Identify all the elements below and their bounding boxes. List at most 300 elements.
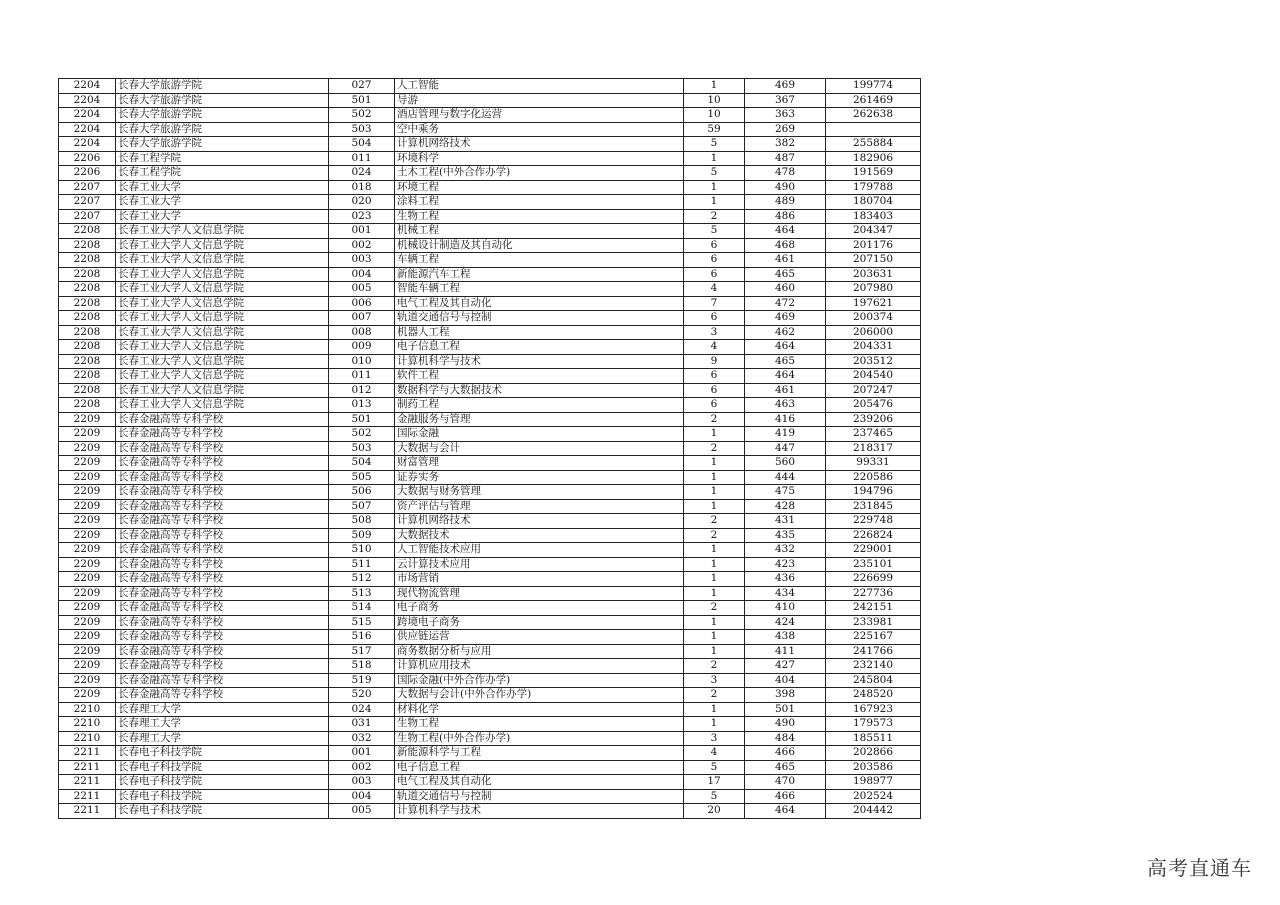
school-code-cell: 2204 [59,122,116,137]
min-score-cell: 435 [745,528,826,543]
plan-count-cell: 17 [684,775,745,790]
school-code-cell: 2209 [59,688,116,703]
min-rank-cell: 199774 [826,79,921,94]
table-row [59,804,921,819]
school-code-cell: 2209 [59,470,116,485]
plan-count-cell: 1 [684,470,745,485]
school-code-cell: 2209 [59,659,116,674]
table-row [59,296,921,311]
min-score-cell: 460 [745,282,826,297]
school-name-cell: 长春金融高等专科学校 [116,673,329,688]
table-row [59,166,921,181]
min-rank-cell: 200374 [826,311,921,326]
major-code-cell: 502 [329,427,395,442]
school-code-cell: 2208 [59,282,116,297]
school-name-cell: 长春工业大学人文信息学院 [116,398,329,413]
min-score-cell: 436 [745,572,826,587]
min-score-cell: 398 [745,688,826,703]
major-name-cell: 现代物流管理 [395,586,684,601]
plan-count-cell: 1 [684,456,745,471]
major-name-cell: 市场营销 [395,572,684,587]
school-code-cell: 2209 [59,557,116,572]
min-rank-cell: 233981 [826,615,921,630]
min-score-cell: 490 [745,717,826,732]
min-score-cell: 367 [745,93,826,108]
min-rank-cell: 180704 [826,195,921,210]
school-name-cell: 长春大学旅游学院 [116,93,329,108]
plan-count-cell: 1 [684,572,745,587]
school-code-cell: 2209 [59,572,116,587]
table-row [59,427,921,442]
min-score-cell: 382 [745,137,826,152]
major-code-cell: 032 [329,731,395,746]
major-name-cell: 机械工程 [395,224,684,239]
min-rank-cell: 231845 [826,499,921,514]
min-rank-cell: 226699 [826,572,921,587]
plan-count-cell: 1 [684,717,745,732]
major-name-cell: 生物工程 [395,717,684,732]
min-score-cell: 466 [745,789,826,804]
min-score-cell: 464 [745,804,826,819]
major-name-cell: 机器人工程 [395,325,684,340]
plan-count-cell: 3 [684,673,745,688]
school-name-cell: 长春电子科技学院 [116,760,329,775]
school-code-cell: 2206 [59,166,116,181]
major-code-cell: 501 [329,412,395,427]
min-rank-cell: 206000 [826,325,921,340]
major-code-cell: 002 [329,760,395,775]
major-name-cell: 大数据与会计 [395,441,684,456]
school-code-cell: 2209 [59,543,116,558]
table-row [59,267,921,282]
min-score-cell: 416 [745,412,826,427]
school-name-cell: 长春大学旅游学院 [116,122,329,137]
plan-count-cell: 5 [684,137,745,152]
table-row [59,673,921,688]
min-rank-cell: 167923 [826,702,921,717]
school-name-cell: 长春工业大学 [116,209,329,224]
school-name-cell: 长春理工大学 [116,702,329,717]
school-code-cell: 2208 [59,340,116,355]
table-row [59,456,921,471]
major-code-cell: 520 [329,688,395,703]
school-name-cell: 长春金融高等专科学校 [116,572,329,587]
min-score-cell: 478 [745,166,826,181]
major-code-cell: 515 [329,615,395,630]
major-name-cell: 证券实务 [395,470,684,485]
major-code-cell: 519 [329,673,395,688]
min-rank-cell: 197621 [826,296,921,311]
min-score-cell: 431 [745,514,826,529]
min-score-cell: 363 [745,108,826,123]
school-name-cell: 长春工业大学人文信息学院 [116,383,329,398]
major-name-cell: 计算机科学与技术 [395,804,684,819]
min-rank-cell: 204331 [826,340,921,355]
min-rank-cell: 204540 [826,369,921,384]
school-name-cell: 长春工程学院 [116,151,329,166]
min-rank-cell: 235101 [826,557,921,572]
school-code-cell: 2209 [59,615,116,630]
table-row [59,122,921,137]
min-score-cell: 428 [745,499,826,514]
major-code-cell: 503 [329,122,395,137]
min-rank-cell: 261469 [826,93,921,108]
school-name-cell: 长春金融高等专科学校 [116,499,329,514]
major-code-cell: 501 [329,93,395,108]
major-code-cell: 507 [329,499,395,514]
table-row [59,441,921,456]
plan-count-cell: 6 [684,383,745,398]
admission-table [58,78,921,819]
school-name-cell: 长春金融高等专科学校 [116,485,329,500]
min-rank-cell: 202866 [826,746,921,761]
major-name-cell: 导游 [395,93,684,108]
min-score-cell: 560 [745,456,826,471]
min-score-cell: 419 [745,427,826,442]
plan-count-cell: 6 [684,267,745,282]
major-name-cell: 计算机科学与技术 [395,354,684,369]
plan-count-cell: 1 [684,427,745,442]
major-name-cell: 云计算技术应用 [395,557,684,572]
major-code-cell: 004 [329,267,395,282]
major-name-cell: 生物工程 [395,209,684,224]
min-rank-cell: 229001 [826,543,921,558]
min-score-cell: 463 [745,398,826,413]
major-name-cell: 轨道交通信号与控制 [395,789,684,804]
min-score-cell: 269 [745,122,826,137]
school-code-cell: 2209 [59,441,116,456]
min-rank-cell: 227736 [826,586,921,601]
table-row [59,325,921,340]
min-rank-cell: 194796 [826,485,921,500]
min-score-cell: 464 [745,369,826,384]
major-name-cell: 计算机网络技术 [395,137,684,152]
table-row [59,789,921,804]
major-name-cell: 电子信息工程 [395,340,684,355]
plan-count-cell: 9 [684,354,745,369]
min-score-cell: 501 [745,702,826,717]
min-score-cell: 465 [745,760,826,775]
major-code-cell: 506 [329,485,395,500]
school-name-cell: 长春工业大学人文信息学院 [116,282,329,297]
plan-count-cell: 2 [684,688,745,703]
school-code-cell: 2209 [59,412,116,427]
plan-count-cell: 5 [684,166,745,181]
plan-count-cell: 3 [684,731,745,746]
major-code-cell: 020 [329,195,395,210]
major-name-cell: 车辆工程 [395,253,684,268]
major-code-cell: 516 [329,630,395,645]
major-code-cell: 003 [329,775,395,790]
school-name-cell: 长春工业大学人文信息学院 [116,311,329,326]
major-code-cell: 505 [329,470,395,485]
school-code-cell: 2208 [59,369,116,384]
major-code-cell: 513 [329,586,395,601]
school-name-cell: 长春金融高等专科学校 [116,688,329,703]
min-rank-cell: 237465 [826,427,921,442]
major-code-cell: 009 [329,340,395,355]
school-name-cell: 长春金融高等专科学校 [116,441,329,456]
school-name-cell: 长春大学旅游学院 [116,79,329,94]
major-name-cell: 电子商务 [395,601,684,616]
table-row [59,79,921,94]
min-rank-cell: 220586 [826,470,921,485]
min-score-cell: 447 [745,441,826,456]
table-row [59,311,921,326]
min-rank-cell: 241766 [826,644,921,659]
school-code-cell: 2209 [59,528,116,543]
school-code-cell: 2207 [59,180,116,195]
table-row [59,760,921,775]
min-score-cell: 410 [745,601,826,616]
major-code-cell: 010 [329,354,395,369]
min-score-cell: 423 [745,557,826,572]
min-rank-cell: 201176 [826,238,921,253]
table-row [59,398,921,413]
school-name-cell: 长春大学旅游学院 [116,137,329,152]
school-code-cell: 2209 [59,586,116,601]
min-score-cell: 424 [745,615,826,630]
school-name-cell: 长春金融高等专科学校 [116,586,329,601]
plan-count-cell: 7 [684,296,745,311]
min-rank-cell: 207980 [826,282,921,297]
major-name-cell: 涂料工程 [395,195,684,210]
min-score-cell: 461 [745,253,826,268]
major-name-cell: 计算机网络技术 [395,514,684,529]
major-name-cell: 人工智能技术应用 [395,543,684,558]
school-code-cell: 2208 [59,383,116,398]
school-code-cell: 2210 [59,717,116,732]
major-code-cell: 027 [329,79,395,94]
table-row [59,412,921,427]
table-row [59,369,921,384]
school-code-cell: 2207 [59,195,116,210]
major-name-cell: 环境科学 [395,151,684,166]
min-rank-cell: 245804 [826,673,921,688]
table-row [59,180,921,195]
table-row [59,659,921,674]
plan-count-cell: 1 [684,586,745,601]
min-score-cell: 432 [745,543,826,558]
plan-count-cell: 1 [684,702,745,717]
plan-count-cell: 4 [684,340,745,355]
min-score-cell: 404 [745,673,826,688]
min-rank-cell: 262638 [826,108,921,123]
school-code-cell: 2209 [59,644,116,659]
min-score-cell: 475 [745,485,826,500]
min-rank-cell: 198977 [826,775,921,790]
school-code-cell: 2208 [59,296,116,311]
plan-count-cell: 3 [684,325,745,340]
min-score-cell: 465 [745,267,826,282]
major-code-cell: 511 [329,557,395,572]
major-code-cell: 003 [329,253,395,268]
school-name-cell: 长春工业大学人文信息学院 [116,296,329,311]
min-rank-cell: 203631 [826,267,921,282]
min-rank-cell: 242151 [826,601,921,616]
min-rank-cell [826,122,921,137]
major-name-cell: 财富管理 [395,456,684,471]
min-score-cell: 490 [745,180,826,195]
school-code-cell: 2211 [59,746,116,761]
plan-count-cell: 6 [684,253,745,268]
school-name-cell: 长春大学旅游学院 [116,108,329,123]
plan-count-cell: 5 [684,789,745,804]
plan-count-cell: 2 [684,528,745,543]
school-name-cell: 长春金融高等专科学校 [116,514,329,529]
major-code-cell: 013 [329,398,395,413]
min-score-cell: 472 [745,296,826,311]
school-code-cell: 2208 [59,398,116,413]
min-score-cell: 434 [745,586,826,601]
major-code-cell: 024 [329,166,395,181]
min-rank-cell: 205476 [826,398,921,413]
table-row [59,108,921,123]
school-code-cell: 2209 [59,499,116,514]
min-rank-cell: 185511 [826,731,921,746]
major-name-cell: 生物工程(中外合作办学) [395,731,684,746]
table-row [59,644,921,659]
major-name-cell: 环境工程 [395,180,684,195]
school-name-cell: 长春金融高等专科学校 [116,630,329,645]
major-code-cell: 006 [329,296,395,311]
school-code-cell: 2206 [59,151,116,166]
major-code-cell: 514 [329,601,395,616]
major-name-cell: 大数据与会计(中外合作办学) [395,688,684,703]
table-row [59,543,921,558]
major-name-cell: 国际金融 [395,427,684,442]
table-row [59,775,921,790]
plan-count-cell: 20 [684,804,745,819]
major-name-cell: 制药工程 [395,398,684,413]
plan-count-cell: 1 [684,79,745,94]
school-code-cell: 2204 [59,93,116,108]
min-rank-cell: 203586 [826,760,921,775]
min-score-cell: 464 [745,340,826,355]
school-name-cell: 长春电子科技学院 [116,789,329,804]
plan-count-cell: 59 [684,122,745,137]
major-name-cell: 金融服务与管理 [395,412,684,427]
min-score-cell: 470 [745,775,826,790]
plan-count-cell: 10 [684,108,745,123]
major-name-cell: 计算机应用技术 [395,659,684,674]
school-name-cell: 长春电子科技学院 [116,746,329,761]
school-name-cell: 长春工业大学人文信息学院 [116,369,329,384]
table-row [59,572,921,587]
school-code-cell: 2209 [59,514,116,529]
school-name-cell: 长春金融高等专科学校 [116,659,329,674]
school-name-cell: 长春金融高等专科学校 [116,543,329,558]
school-code-cell: 2211 [59,804,116,819]
school-name-cell: 长春工程学院 [116,166,329,181]
major-name-cell: 人工智能 [395,79,684,94]
min-rank-cell: 207150 [826,253,921,268]
plan-count-cell: 2 [684,209,745,224]
plan-count-cell: 4 [684,746,745,761]
min-rank-cell: 248520 [826,688,921,703]
major-code-cell: 008 [329,325,395,340]
table-row [59,383,921,398]
school-code-cell: 2210 [59,731,116,746]
school-code-cell: 2209 [59,427,116,442]
school-code-cell: 2209 [59,630,116,645]
major-code-cell: 504 [329,137,395,152]
school-name-cell: 长春工业大学人文信息学院 [116,340,329,355]
major-name-cell: 新能源科学与工程 [395,746,684,761]
major-name-cell: 软件工程 [395,369,684,384]
school-name-cell: 长春工业大学 [116,195,329,210]
school-name-cell: 长春工业大学人文信息学院 [116,354,329,369]
major-code-cell: 011 [329,151,395,166]
plan-count-cell: 6 [684,369,745,384]
school-name-cell: 长春金融高等专科学校 [116,615,329,630]
table-row [59,601,921,616]
min-score-cell: 468 [745,238,826,253]
school-code-cell: 2208 [59,311,116,326]
min-rank-cell: 179573 [826,717,921,732]
major-code-cell: 502 [329,108,395,123]
major-code-cell: 012 [329,383,395,398]
major-name-cell: 智能车辆工程 [395,282,684,297]
min-score-cell: 486 [745,209,826,224]
plan-count-cell: 1 [684,195,745,210]
plan-count-cell: 4 [684,282,745,297]
plan-count-cell: 6 [684,238,745,253]
major-name-cell: 国际金融(中外合作办学) [395,673,684,688]
major-code-cell: 004 [329,789,395,804]
min-score-cell: 469 [745,311,826,326]
plan-count-cell: 1 [684,180,745,195]
table-row [59,630,921,645]
min-score-cell: 462 [745,325,826,340]
school-name-cell: 长春工业大学人文信息学院 [116,238,329,253]
school-code-cell: 2209 [59,485,116,500]
min-rank-cell: 225167 [826,630,921,645]
school-code-cell: 2209 [59,673,116,688]
min-score-cell: 444 [745,470,826,485]
watermark: 高考直通车 [1147,856,1252,880]
major-name-cell: 电气工程及其自动化 [395,296,684,311]
plan-count-cell: 2 [684,441,745,456]
min-rank-cell: 183403 [826,209,921,224]
major-code-cell: 503 [329,441,395,456]
major-code-cell: 005 [329,282,395,297]
table-row [59,253,921,268]
plan-count-cell: 1 [684,485,745,500]
min-rank-cell: 232140 [826,659,921,674]
plan-count-cell: 2 [684,412,745,427]
plan-count-cell: 1 [684,615,745,630]
plan-count-cell: 2 [684,601,745,616]
major-code-cell: 001 [329,224,395,239]
plan-count-cell: 1 [684,630,745,645]
major-code-cell: 018 [329,180,395,195]
table-row [59,514,921,529]
table-row [59,238,921,253]
min-rank-cell: 191569 [826,166,921,181]
plan-count-cell: 5 [684,760,745,775]
min-rank-cell: 229748 [826,514,921,529]
min-rank-cell: 239206 [826,412,921,427]
school-code-cell: 2204 [59,137,116,152]
min-score-cell: 489 [745,195,826,210]
school-name-cell: 长春电子科技学院 [116,775,329,790]
table-row [59,151,921,166]
major-code-cell: 510 [329,543,395,558]
school-code-cell: 2209 [59,601,116,616]
min-rank-cell: 203512 [826,354,921,369]
min-score-cell: 484 [745,731,826,746]
